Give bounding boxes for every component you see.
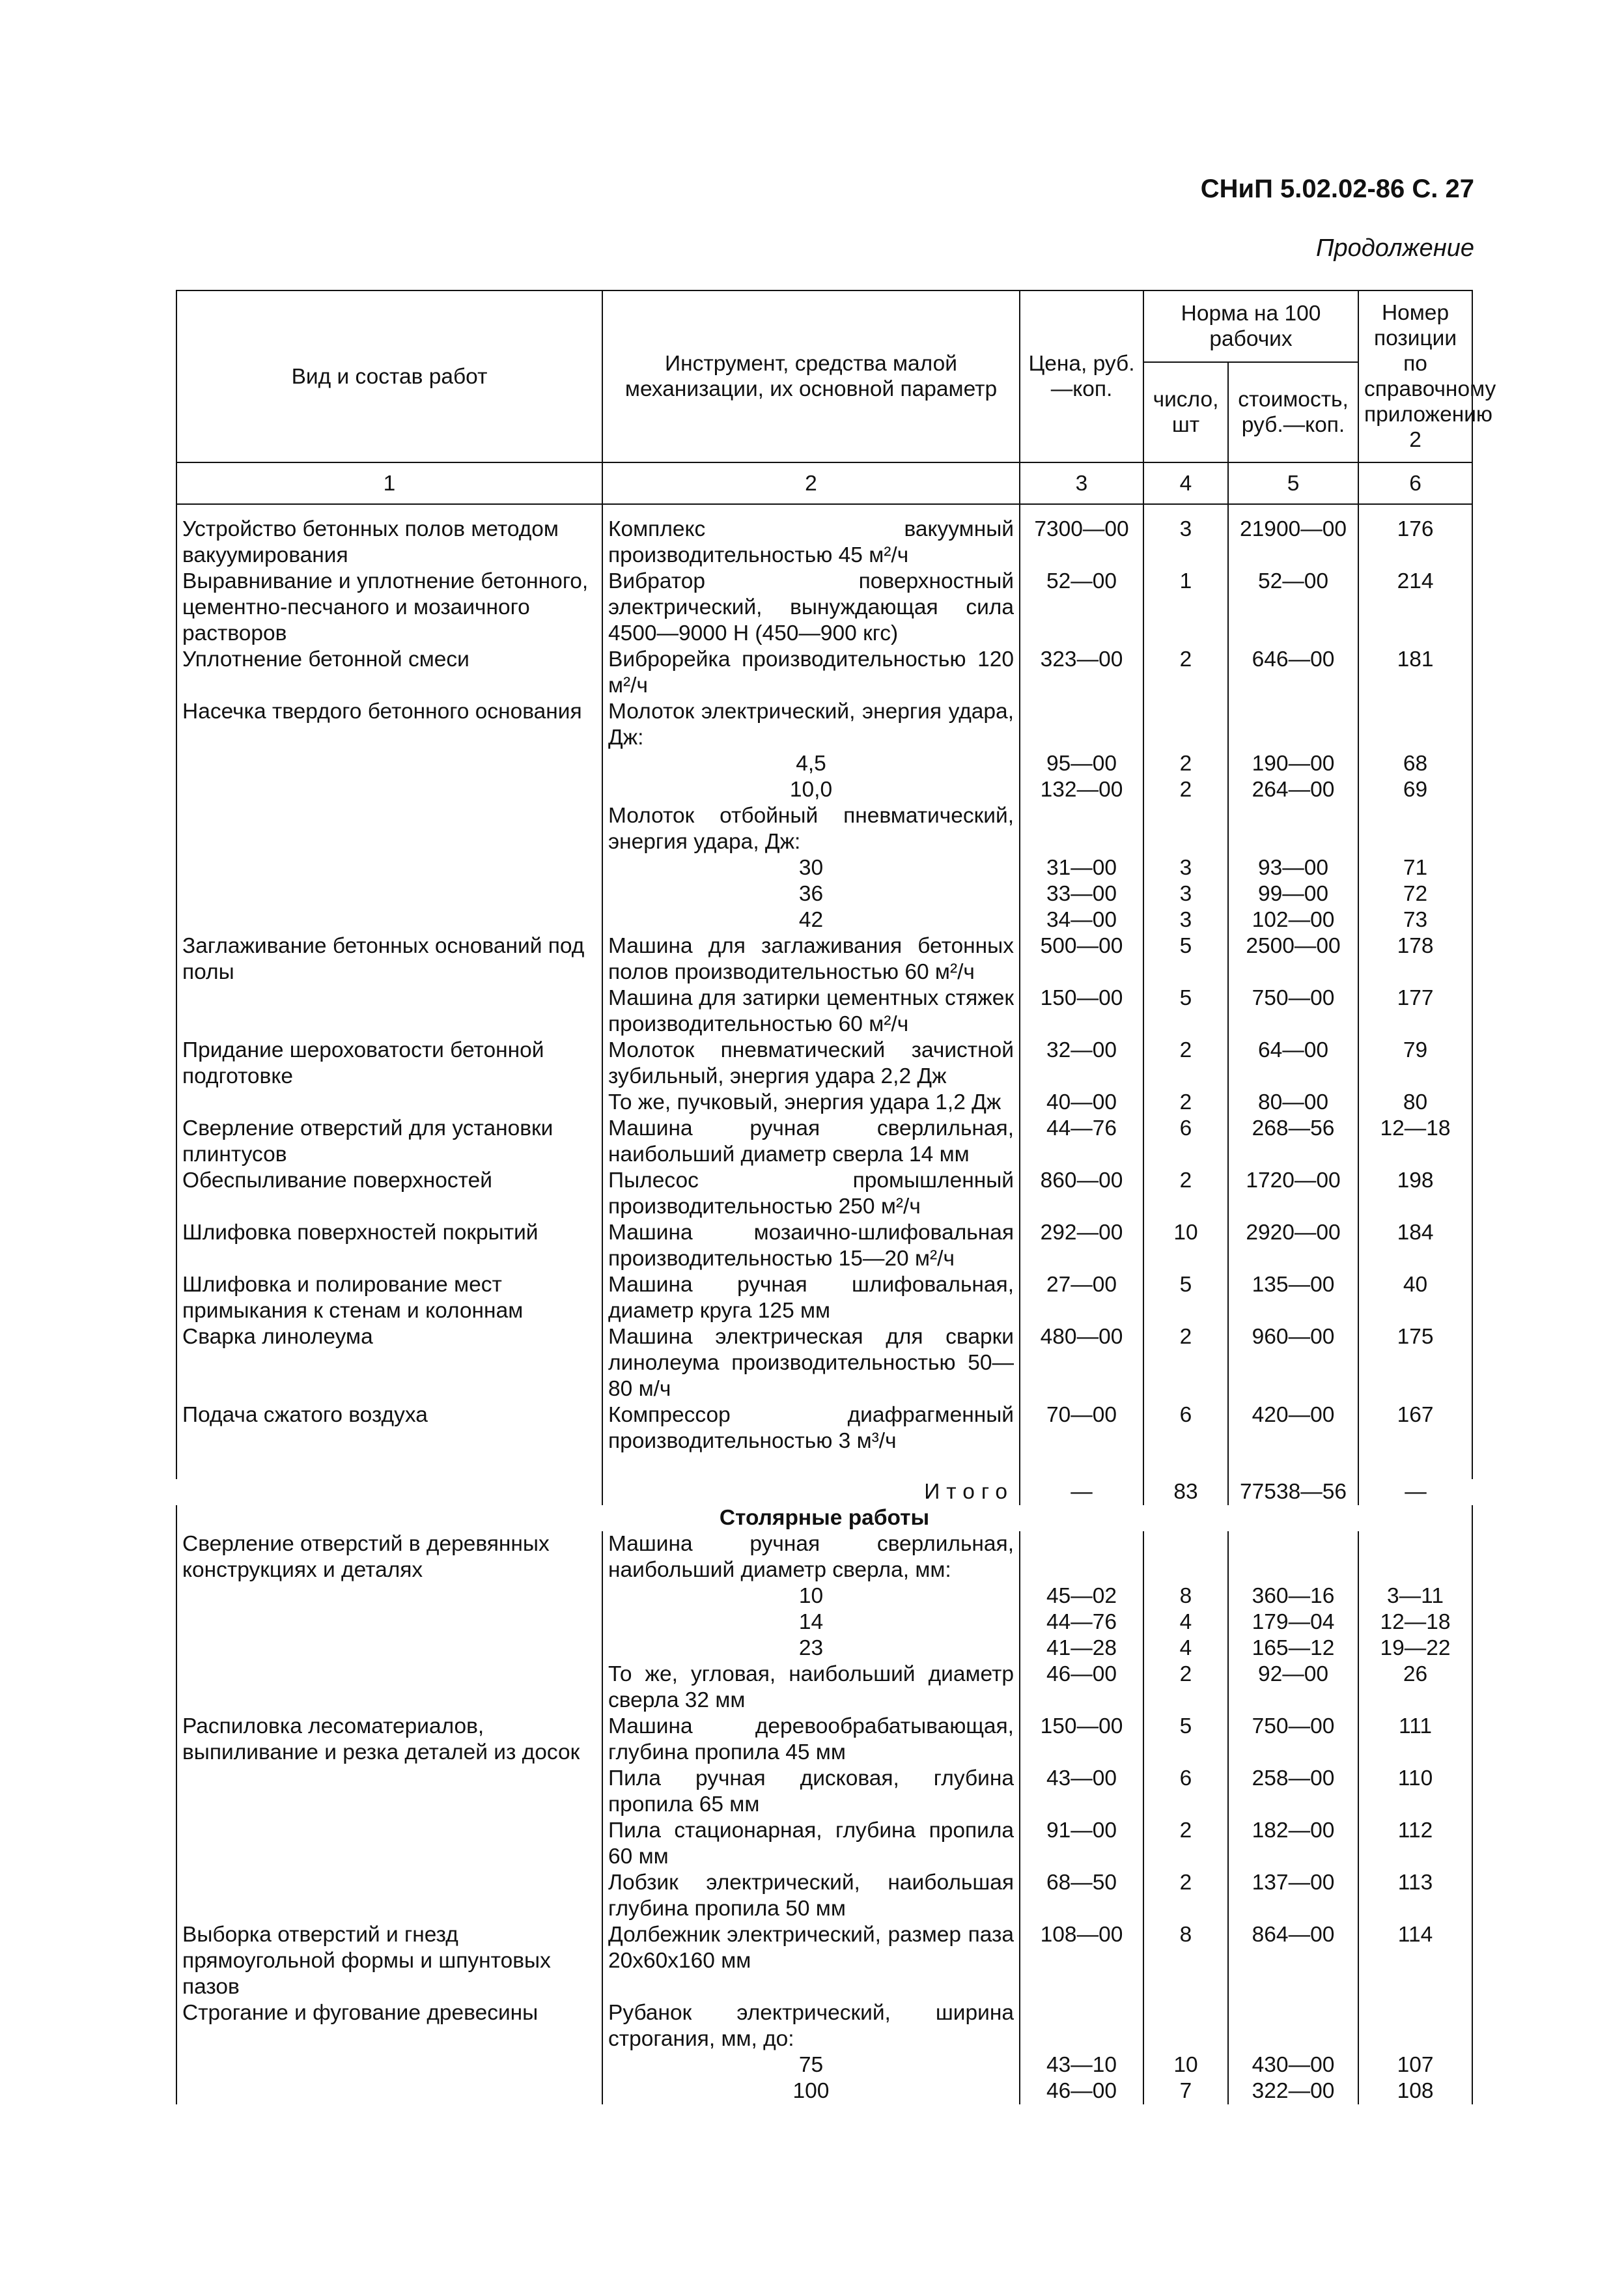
price-cell: 52—00 [1020, 569, 1143, 647]
cost-cell: 322—00 [1228, 2078, 1358, 2104]
price-cell: 500—00 [1020, 933, 1143, 985]
table-row [176, 1609, 1472, 1635]
table-row [176, 1583, 1472, 1609]
price-cell: 34—00 [1020, 907, 1143, 933]
tool-cell: Компрессор диафрагменный производительностью 3 м³/ч [602, 1402, 1020, 1454]
work-cell: Выборка отверстий и гнезд прямоугольной формы и шпунтовых пазов [176, 1922, 602, 2000]
work-cell [176, 777, 602, 803]
norms-table [176, 290, 1496, 2104]
cost-cell: 750—00 [1228, 985, 1358, 1038]
position-cell: 214 [1358, 569, 1472, 647]
tool-cell: Машина ручная сверлильная, наибольший диаметр сверла 14 мм [602, 1116, 1020, 1168]
price-cell: 150—00 [1020, 1714, 1143, 1766]
header-price: Цена, руб.—коп. [1020, 290, 1143, 462]
qty-cell: 6 [1143, 1402, 1228, 1454]
cost-cell: 646—00 [1228, 647, 1358, 699]
price-cell: 44—76 [1020, 1116, 1143, 1168]
work-cell: Сверление отверстий для установки плинтусов [176, 1116, 602, 1168]
position-cell: 176 [1358, 516, 1472, 569]
position-cell: 108 [1358, 2078, 1472, 2104]
position-cell [1358, 803, 1472, 855]
tool-cell: Машина для затирки цементных стяжек производительностью 60 м²/ч [602, 985, 1020, 1038]
qty-cell: 3 [1143, 907, 1228, 933]
cost-cell: 135—00 [1228, 1272, 1358, 1324]
table-row [176, 1870, 1472, 1922]
price-cell: 860—00 [1020, 1168, 1143, 1220]
price-cell: 32—00 [1020, 1038, 1143, 1090]
qty-cell: 2 [1143, 777, 1228, 803]
price-cell: 31—00 [1020, 855, 1143, 881]
tool-cell: 30 [602, 855, 1020, 881]
cost-cell: 190—00 [1228, 751, 1358, 777]
qty-cell: 3 [1143, 516, 1228, 569]
price-cell: 91—00 [1020, 1818, 1143, 1870]
table-row [176, 516, 1472, 569]
tool-cell: 75 [602, 2052, 1020, 2078]
tool-cell: 42 [602, 907, 1020, 933]
work-cell [176, 1583, 602, 1609]
price-cell: 150—00 [1020, 985, 1143, 1038]
position-cell: 12—18 [1358, 1116, 1472, 1168]
work-cell: Сверление отверстий в деревянных конструкциях и деталях [176, 1531, 602, 1583]
position-cell: 175 [1358, 1324, 1472, 1402]
col-number: 6 [1358, 462, 1472, 504]
table-row [176, 1090, 1472, 1116]
cost-cell [1228, 803, 1358, 855]
cost-cell: 360—16 [1228, 1583, 1358, 1609]
table-row [176, 1714, 1472, 1766]
table-body-concrete [176, 504, 1472, 1454]
work-cell: Насечка твердого бетонного основания [176, 699, 602, 751]
tool-cell: 10 [602, 1583, 1020, 1609]
page-header: СНиП 5.02.02-86 С. 27 [1200, 175, 1474, 203]
total-label: Итого [602, 1479, 1020, 1505]
price-cell: 40—00 [1020, 1090, 1143, 1116]
cost-cell: 52—00 [1228, 569, 1358, 647]
table-row [176, 803, 1472, 855]
cost-cell: 64—00 [1228, 1038, 1358, 1090]
position-cell [1358, 699, 1472, 751]
price-cell: 41—28 [1020, 1635, 1143, 1661]
work-cell [176, 1818, 602, 1870]
price-cell: 43—10 [1020, 2052, 1143, 2078]
tool-cell: Рубанок электрический, ширина строгания, мм, до: [602, 2000, 1020, 2052]
cost-cell: 864—00 [1228, 1922, 1358, 2000]
work-cell [176, 1870, 602, 1922]
tool-cell: То же, угловая, наибольший диаметр сверла 32 мм [602, 1661, 1020, 1714]
cost-cell: 420—00 [1228, 1402, 1358, 1454]
work-cell [176, 2078, 602, 2104]
tool-cell: Молоток пневматический зачистной зубильный, энергия удара 2,2 Дж [602, 1038, 1020, 1090]
section-title: Столярные работы [176, 1505, 1472, 1531]
tool-cell: Пила стационарная, глубина пропила 60 мм [602, 1818, 1020, 1870]
qty-cell: 2 [1143, 647, 1228, 699]
position-cell: 111 [1358, 1714, 1472, 1766]
cost-cell [1228, 1531, 1358, 1583]
table-row [176, 569, 1472, 647]
position-cell: 181 [1358, 647, 1472, 699]
price-cell: 33—00 [1020, 881, 1143, 907]
cost-cell [1228, 699, 1358, 751]
table-row [176, 1272, 1472, 1324]
cost-cell: 137—00 [1228, 1870, 1358, 1922]
qty-cell: 2 [1143, 1661, 1228, 1714]
work-cell [176, 985, 602, 1038]
header-cost: стоимость, руб.—коп. [1228, 362, 1358, 462]
price-cell [1020, 803, 1143, 855]
work-cell [176, 1609, 602, 1635]
qty-cell [1143, 803, 1228, 855]
qty-cell: 6 [1143, 1116, 1228, 1168]
position-cell: 113 [1358, 1870, 1472, 1922]
tool-cell: 4,5 [602, 751, 1020, 777]
position-cell: 110 [1358, 1766, 1472, 1818]
qty-cell: 4 [1143, 1635, 1228, 1661]
cost-cell: 21900—00 [1228, 516, 1358, 569]
tool-cell: Машина ручная шлифовальная, диаметр круга 125 мм [602, 1272, 1020, 1324]
qty-cell [1143, 2000, 1228, 2052]
price-cell: 44—76 [1020, 1609, 1143, 1635]
tool-cell: Машина мозаично-шлифовальная производительностью 15—20 м²/ч [602, 1220, 1020, 1272]
cost-cell: 93—00 [1228, 855, 1358, 881]
qty-cell: 10 [1143, 1220, 1228, 1272]
price-cell: 45—02 [1020, 1583, 1143, 1609]
table-row [176, 985, 1472, 1038]
work-cell: Устройство бетонных полов методом вакуумирования [176, 516, 602, 569]
table-row [176, 2078, 1472, 2104]
position-cell: 79 [1358, 1038, 1472, 1090]
cost-cell [1228, 2000, 1358, 2052]
table-total [176, 1454, 1472, 1531]
cost-cell: 258—00 [1228, 1766, 1358, 1818]
header-position: Номер позиции по справочному приложению 2 [1358, 290, 1472, 462]
position-cell: 178 [1358, 933, 1472, 985]
table-row [176, 1661, 1472, 1714]
work-cell [176, 1635, 602, 1661]
total-position: — [1358, 1479, 1472, 1505]
tool-cell: Долбежник электрический, размер паза 20х60х160 мм [602, 1922, 1020, 2000]
total-row [176, 1479, 1472, 1505]
col-number: 3 [1020, 462, 1143, 504]
work-cell: Строгание и фугование древесины [176, 2000, 602, 2052]
tool-cell: Лобзик электрический, наибольшая глубина пропила 50 мм [602, 1870, 1020, 1922]
qty-cell: 3 [1143, 855, 1228, 881]
position-cell: 73 [1358, 907, 1472, 933]
price-cell: 46—00 [1020, 1661, 1143, 1714]
tool-cell: Молоток электрический, энергия удара, Дж: [602, 699, 1020, 751]
table-row [176, 1116, 1472, 1168]
position-cell: 68 [1358, 751, 1472, 777]
qty-cell: 2 [1143, 1168, 1228, 1220]
qty-cell: 2 [1143, 1038, 1228, 1090]
work-cell: Шлифовка и полирование мест примыкания к стенам и колоннам [176, 1272, 602, 1324]
table-row [176, 699, 1472, 751]
tool-cell: Молоток отбойный пневматический, энергия удара, Дж: [602, 803, 1020, 855]
tool-cell: Вибратор поверхностный электрический, вынуждающая сила 4500—9000 Н (450—900 кгс) [602, 569, 1020, 647]
qty-cell: 2 [1143, 1818, 1228, 1870]
tool-cell: То же, пучковый, энергия удара 1,2 Дж [602, 1090, 1020, 1116]
position-cell: 72 [1358, 881, 1472, 907]
tool-cell: Пылесос промышленный производительностью 250 м²/ч [602, 1168, 1020, 1220]
work-cell: Сварка линолеума [176, 1324, 602, 1402]
qty-cell: 5 [1143, 1714, 1228, 1766]
table-row [176, 1168, 1472, 1220]
qty-cell: 10 [1143, 2052, 1228, 2078]
cost-cell: 99—00 [1228, 881, 1358, 907]
work-cell: Уплотнение бетонной смеси [176, 647, 602, 699]
cost-cell: 102—00 [1228, 907, 1358, 933]
table-row [176, 1766, 1472, 1818]
position-cell: 184 [1358, 1220, 1472, 1272]
work-cell: Заглаживание бетонных оснований под полы [176, 933, 602, 985]
position-cell: 80 [1358, 1090, 1472, 1116]
position-cell: 19—22 [1358, 1635, 1472, 1661]
total-cost: 77538—56 [1228, 1479, 1358, 1505]
price-cell: 132—00 [1020, 777, 1143, 803]
qty-cell: 5 [1143, 1272, 1228, 1324]
position-cell [1358, 1531, 1472, 1583]
table-row [176, 855, 1472, 881]
table-row [176, 751, 1472, 777]
position-cell: 107 [1358, 2052, 1472, 2078]
total-price: — [1020, 1479, 1143, 1505]
cost-cell: 80—00 [1228, 1090, 1358, 1116]
table-row [176, 2000, 1472, 2052]
position-cell: 114 [1358, 1922, 1472, 2000]
price-cell [1020, 2000, 1143, 2052]
tool-cell: 14 [602, 1609, 1020, 1635]
price-cell: 108—00 [1020, 1922, 1143, 2000]
work-cell [176, 2052, 602, 2078]
table-row [176, 1531, 1472, 1583]
qty-cell: 6 [1143, 1766, 1228, 1818]
work-cell: Выравнивание и уплотнение бетонного, цементно-песчаного и мозаичного растворов [176, 569, 602, 647]
col-number: 5 [1228, 462, 1358, 504]
qty-cell: 8 [1143, 1922, 1228, 2000]
work-cell [176, 855, 602, 881]
work-cell [176, 907, 602, 933]
tool-cell: Машина для заглаживания бетонных полов производительностью 60 м²/ч [602, 933, 1020, 985]
price-cell: 7300—00 [1020, 516, 1143, 569]
position-cell: 112 [1358, 1818, 1472, 1870]
cost-cell: 1720—00 [1228, 1168, 1358, 1220]
work-cell [176, 881, 602, 907]
table-row [176, 933, 1472, 985]
price-cell [1020, 1531, 1143, 1583]
work-cell: Обеспыливание поверхностей [176, 1168, 602, 1220]
position-cell: 3—11 [1358, 1583, 1472, 1609]
qty-cell: 2 [1143, 1870, 1228, 1922]
position-cell: 71 [1358, 855, 1472, 881]
cost-cell: 268—56 [1228, 1116, 1358, 1168]
table-row [176, 647, 1472, 699]
work-cell [176, 751, 602, 777]
position-cell: 69 [1358, 777, 1472, 803]
work-cell [176, 803, 602, 855]
tool-cell: 10,0 [602, 777, 1020, 803]
qty-cell: 2 [1143, 1324, 1228, 1402]
header-tool: Инструмент, средства малой механизации, их основной параметр [602, 290, 1020, 462]
table-row [176, 1818, 1472, 1870]
work-cell [176, 1090, 602, 1116]
cost-cell: 264—00 [1228, 777, 1358, 803]
table-row [176, 1220, 1472, 1272]
tool-cell: Машина деревообрабатывающая, глубина пропила 45 мм [602, 1714, 1020, 1766]
cost-cell: 960—00 [1228, 1324, 1358, 1402]
price-cell: 46—00 [1020, 2078, 1143, 2104]
work-cell: Придание шероховатости бетонной подготовке [176, 1038, 602, 1090]
tool-cell: 100 [602, 2078, 1020, 2104]
qty-cell: 2 [1143, 751, 1228, 777]
qty-cell [1143, 699, 1228, 751]
work-cell: Распиловка лесоматериалов, выпиливание и резка деталей из досок [176, 1714, 602, 1766]
table-row [176, 1922, 1472, 2000]
position-cell [1358, 2000, 1472, 2052]
price-cell: 70—00 [1020, 1402, 1143, 1454]
table-row [176, 1402, 1472, 1454]
table-row [176, 881, 1472, 907]
position-cell: 198 [1358, 1168, 1472, 1220]
price-cell: 323—00 [1020, 647, 1143, 699]
cost-cell: 179—04 [1228, 1609, 1358, 1635]
work-cell [176, 1766, 602, 1818]
tool-cell: Виброрейка производительностью 120 м²/ч [602, 647, 1020, 699]
tool-cell: Машина электрическая для сварки линолеума производительностью 50—80 м/ч [602, 1324, 1020, 1402]
tool-cell: 36 [602, 881, 1020, 907]
price-cell: 43—00 [1020, 1766, 1143, 1818]
cost-cell: 750—00 [1228, 1714, 1358, 1766]
continuation-label: Продолжение [1316, 234, 1474, 262]
table-body-carpentry [176, 1531, 1472, 2104]
price-cell: 480—00 [1020, 1324, 1143, 1402]
col-number: 2 [602, 462, 1020, 504]
qty-cell: 3 [1143, 881, 1228, 907]
cost-cell: 2500—00 [1228, 933, 1358, 985]
work-cell: Подача сжатого воздуха [176, 1402, 602, 1454]
qty-cell: 4 [1143, 1609, 1228, 1635]
cost-cell: 92—00 [1228, 1661, 1358, 1714]
cost-cell: 182—00 [1228, 1818, 1358, 1870]
table-row [176, 1324, 1472, 1402]
table-row [176, 1038, 1472, 1090]
col-number: 1 [176, 462, 602, 504]
qty-cell: 8 [1143, 1583, 1228, 1609]
tool-cell: Пила ручная дисковая, глубина пропила 65 мм [602, 1766, 1020, 1818]
qty-cell: 7 [1143, 2078, 1228, 2104]
col-number: 4 [1143, 462, 1228, 504]
tool-cell: 23 [602, 1635, 1020, 1661]
price-cell: 27—00 [1020, 1272, 1143, 1324]
header-qty: число, шт [1143, 362, 1228, 462]
work-cell [176, 1661, 602, 1714]
qty-cell: 5 [1143, 933, 1228, 985]
price-cell: 292—00 [1020, 1220, 1143, 1272]
position-cell: 26 [1358, 1661, 1472, 1714]
cost-cell: 165—12 [1228, 1635, 1358, 1661]
tool-cell: Комплекс вакуумный производительностью 45 м²/ч [602, 516, 1020, 569]
header-work: Вид и состав работ [176, 290, 602, 462]
table-row [176, 2052, 1472, 2078]
table-row [176, 777, 1472, 803]
tool-cell: Машина ручная сверлильная, наибольший диаметр сверла, мм: [602, 1531, 1020, 1583]
cost-cell: 430—00 [1228, 2052, 1358, 2078]
qty-cell: 5 [1143, 985, 1228, 1038]
price-cell: 68—50 [1020, 1870, 1143, 1922]
total-qty: 83 [1143, 1479, 1228, 1505]
table-row [176, 1635, 1472, 1661]
cost-cell: 2920—00 [1228, 1220, 1358, 1272]
table-row [176, 907, 1472, 933]
position-cell: 177 [1358, 985, 1472, 1038]
qty-cell: 2 [1143, 1090, 1228, 1116]
header-norm-group: Норма на 100 рабочих [1143, 290, 1358, 362]
qty-cell: 1 [1143, 569, 1228, 647]
position-cell: 167 [1358, 1402, 1472, 1454]
qty-cell [1143, 1531, 1228, 1583]
price-cell: 95—00 [1020, 751, 1143, 777]
work-cell: Шлифовка поверхностей покрытий [176, 1220, 602, 1272]
position-cell: 40 [1358, 1272, 1472, 1324]
position-cell: 12—18 [1358, 1609, 1472, 1635]
price-cell [1020, 699, 1143, 751]
